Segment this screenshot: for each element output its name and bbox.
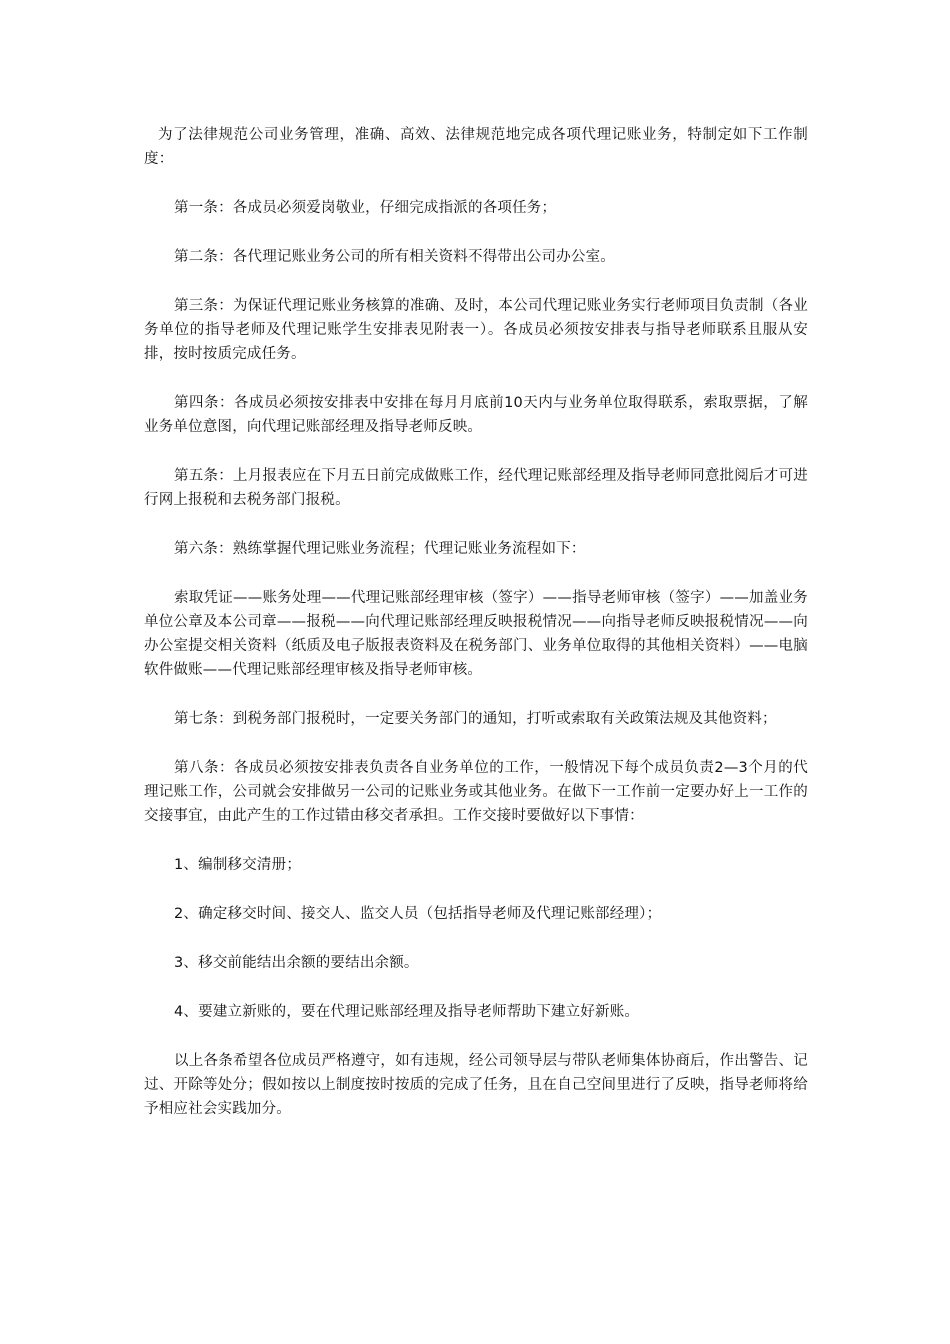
list-item: 3、移交前能结出余额的要结出余额。 [174, 955, 419, 971]
list-item: 1、编制移交清册； [174, 857, 302, 873]
article-1: 第一条：各成员必须爱岗敬业，仔细完成指派的各项任务； [174, 200, 557, 216]
article-6: 第六条：熟练掌握代理记账业务流程；代理记账业务流程如下： [174, 541, 586, 557]
article-8: 第八条：各成员必须按安排表负责各自业务单位的工作，一般情况下每个成员负责2—3个月的代理记账工作，公司就会安排做另一公司的记账业务或其他业务。在做下一工作前一定要办好上一工作的交接事宜，由此产生的工作过错由移交者承担。工作交接时要做好以下事情： [144, 760, 808, 824]
list-item: 4、要建立新账的，要在代理记账部经理及指导老师帮助下建立好新账。 [174, 1004, 640, 1020]
workflow-paragraph: 索取凭证——账务处理——代理记账部经理审核（签字）——指导老师审核（签字）——加盖业务单位公章及本公司章——报税——向代理记账部经理反映报税情况——向指导老师反映报税情况——向办公室提交相关资料（纸质及电子版报表资料及在税务部门、业务单位取得的其他相关资料）——电脑软件做账——代理记账部经理审核及指导老师审核。 [144, 590, 808, 678]
article-2: 第二条：各代理记账业务公司的所有相关资料不得带出公司办公室。 [174, 249, 615, 265]
article-5: 第五条：上月报表应在下月五日前完成做账工作，经代理记账部经理及指导老师同意批阅后才可进行网上报税和去税务部门报税。 [144, 468, 808, 508]
closing-paragraph: 以上各条希望各位成员严格遵守，如有违规，经公司领导层与带队老师集体协商后，作出警告、记过、开除等处分；假如按以上制度按时按质的完成了任务，且在自己空间里进行了反映，指导老师将给予相应社会实践加分。 [144, 1053, 808, 1117]
article-3: 第三条：为保证代理记账业务核算的准确、及时，本公司代理记账业务实行老师项目负责制（各业务单位的指导老师及代理记账学生安排表见附表一）。各成员必须按安排表与指导老师联系且服从安排，按时按质完成任务。 [144, 298, 808, 362]
intro-paragraph: 为了法律规范公司业务管理，准确、高效、法律规范地完成各项代理记账业务，特制定如下工作制度： [144, 127, 808, 167]
article-7: 第七条：到税务部门报税时，一定要关务部门的通知，打听或索取有关政策法规及其他资料； [174, 711, 777, 727]
document-body [144, 123, 808, 1146]
article-4: 第四条：各成员必须按安排表中安排在每月月底前10天内与业务单位取得联系，索取票据，了解业务单位意图，向代理记账部经理及指导老师反映。 [144, 395, 808, 435]
list-item: 2、确定移交时间、接交人、监交人员（包括指导老师及代理记账部经理）； [174, 906, 662, 922]
